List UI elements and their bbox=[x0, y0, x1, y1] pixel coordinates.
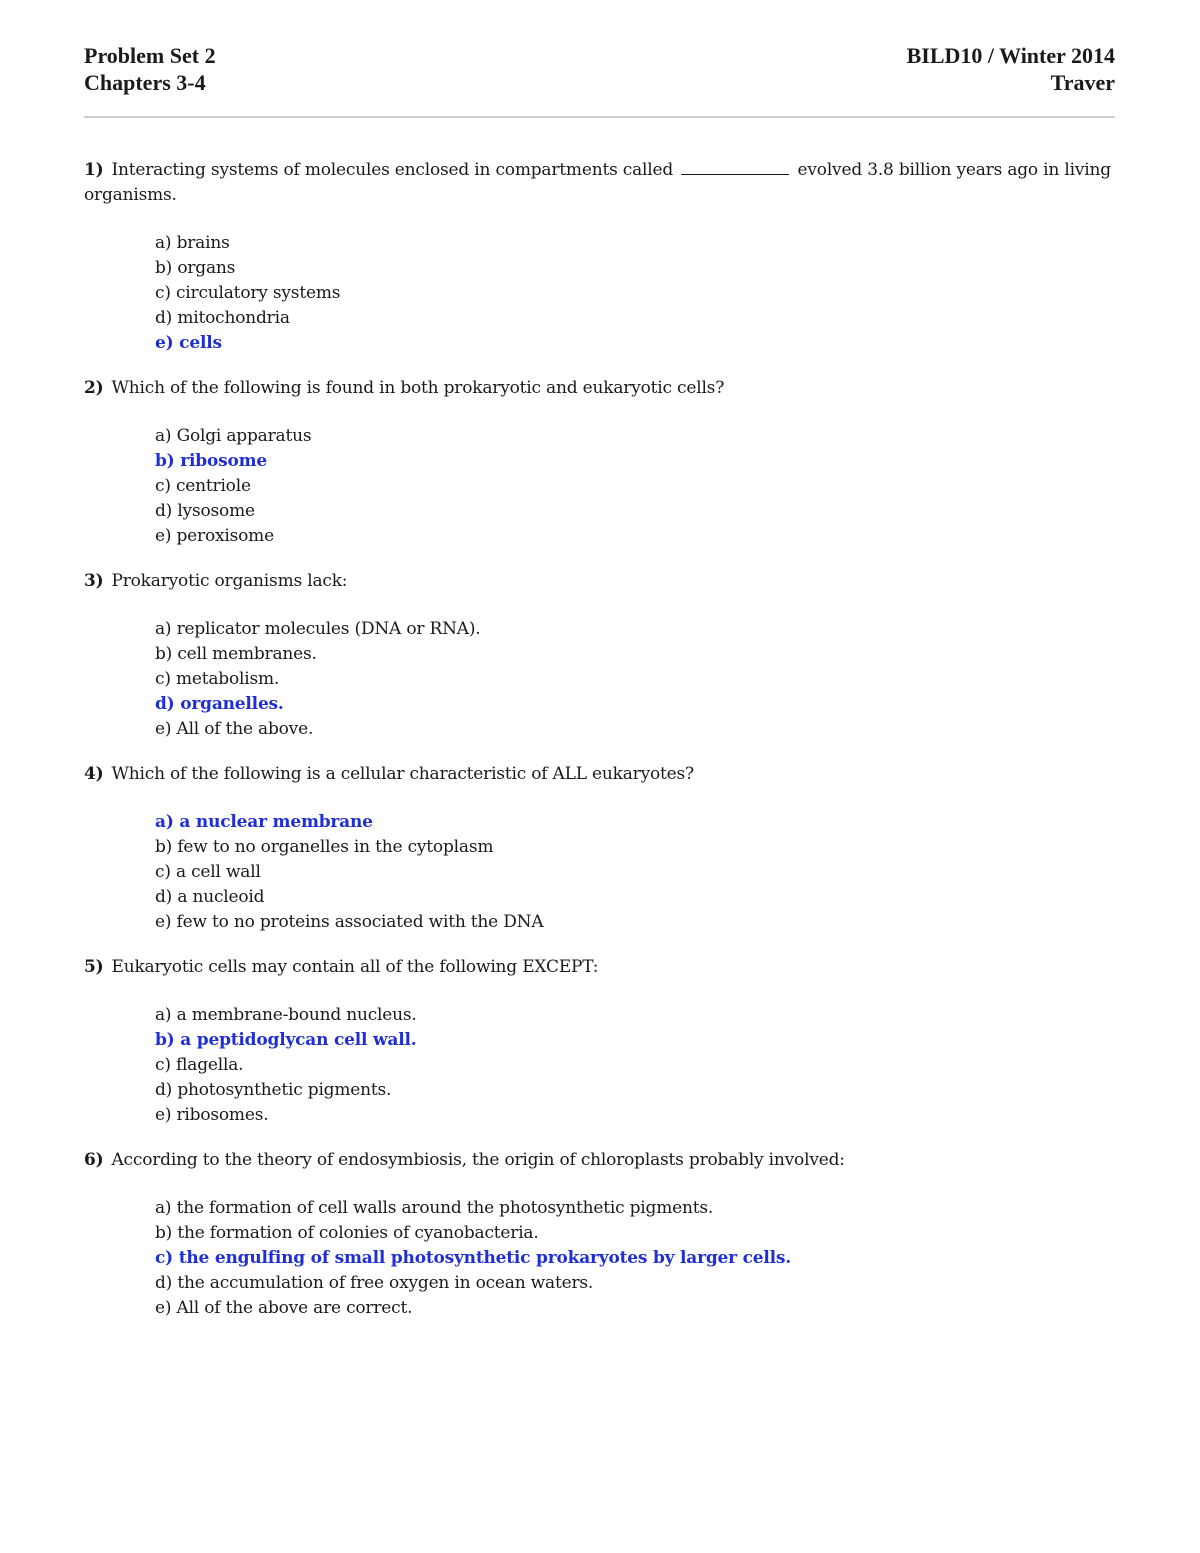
answer-option-correct: b) ribosome bbox=[155, 450, 268, 471]
answer-options bbox=[155, 424, 1115, 549]
question-number: 1) bbox=[84, 160, 104, 180]
answer-option: b) organs bbox=[155, 257, 236, 278]
answer-option: e) few to no proteins associated with the DNA bbox=[155, 911, 544, 932]
question-prompt: Which of the following is a cellular characteristic of ALL eukaryotes? bbox=[111, 763, 694, 784]
question-3 bbox=[84, 569, 1115, 742]
question-list bbox=[84, 158, 1115, 1321]
answer-option-correct: a) a nuclear membrane bbox=[155, 812, 373, 833]
question-prompt: According to the theory of endosymbiosis, the origin of chloroplasts probably involved: bbox=[111, 1149, 845, 1170]
answer-option: a) brains bbox=[155, 233, 230, 253]
header-right bbox=[907, 42, 1115, 96]
answer-option: b) cell membranes. bbox=[155, 643, 317, 664]
question-number: 2) bbox=[84, 377, 104, 398]
answer-option: c) flagella. bbox=[155, 1054, 244, 1075]
answer-option-correct: e) cells bbox=[155, 332, 222, 353]
answer-option: e) peroxisome bbox=[155, 525, 274, 546]
question-6 bbox=[84, 1148, 1115, 1321]
question-prompt-continued: evolved 3.8 billion years ago in living organisms. bbox=[84, 160, 1111, 205]
course-term: BILD10 / Winter 2014 bbox=[906, 43, 1115, 68]
question-text bbox=[84, 1148, 1115, 1173]
question-number: 4) bbox=[84, 763, 104, 784]
question-1 bbox=[84, 158, 1115, 356]
answer-option: c) a cell wall bbox=[155, 861, 261, 882]
answer-option: c) circulatory systems bbox=[155, 282, 341, 303]
answer-option: d) a nucleoid bbox=[155, 886, 265, 907]
answer-option: e) ribosomes. bbox=[155, 1104, 269, 1125]
fill-in-blank bbox=[681, 160, 789, 175]
answer-options bbox=[155, 810, 1115, 935]
answer-option: a) the formation of cell walls around the photosynthetic pigments. bbox=[155, 1198, 714, 1219]
answer-options bbox=[155, 1003, 1115, 1128]
question-prompt: Eukaryotic cells may contain all of the following EXCEPT: bbox=[111, 956, 599, 977]
question-text bbox=[84, 569, 1115, 594]
document-header bbox=[84, 42, 1115, 96]
answer-option: c) metabolism. bbox=[155, 668, 280, 689]
chapters-subtitle: Chapters 3-4 bbox=[84, 70, 206, 95]
answer-options bbox=[155, 231, 1115, 356]
header-divider bbox=[84, 116, 1115, 118]
question-prompt: Interacting systems of molecules enclosed in compartments called bbox=[111, 160, 674, 180]
answer-option: a) Golgi apparatus bbox=[155, 426, 312, 447]
instructor-name: Traver bbox=[1050, 70, 1115, 95]
question-text bbox=[84, 158, 1115, 207]
answer-option-correct: d) organelles. bbox=[155, 693, 284, 714]
answer-option-correct: c) the engulfing of small photosynthetic prokaryotes by larger cells. bbox=[155, 1247, 792, 1268]
answer-option: c) centriole bbox=[155, 475, 251, 496]
answer-option: e) All of the above. bbox=[155, 718, 314, 739]
document-page bbox=[84, 42, 1115, 1341]
answer-options bbox=[155, 1196, 1115, 1321]
answer-option: a) a membrane-bound nucleus. bbox=[155, 1005, 417, 1026]
question-prompt: Prokaryotic organisms lack: bbox=[111, 570, 348, 591]
question-number: 3) bbox=[84, 570, 104, 591]
answer-option: a) replicator molecules (DNA or RNA). bbox=[155, 619, 481, 640]
answer-option: b) few to no organelles in the cytoplasm bbox=[155, 837, 494, 857]
question-2 bbox=[84, 376, 1115, 549]
problem-set-title: Problem Set 2 bbox=[84, 43, 216, 68]
question-text bbox=[84, 762, 1115, 787]
answer-option-correct: b) a peptidoglycan cell wall. bbox=[155, 1030, 417, 1051]
question-number: 6) bbox=[84, 1149, 104, 1170]
answer-option: b) the formation of colonies of cyanobacteria. bbox=[155, 1223, 539, 1244]
answer-option: d) mitochondria bbox=[155, 307, 290, 328]
answer-option: d) the accumulation of free oxygen in ocean waters. bbox=[155, 1272, 594, 1293]
question-text bbox=[84, 955, 1115, 980]
question-prompt: Which of the following is found in both prokaryotic and eukaryotic cells? bbox=[111, 377, 725, 398]
answer-options bbox=[155, 617, 1115, 742]
question-number: 5) bbox=[84, 956, 104, 977]
answer-option: e) All of the above are correct. bbox=[155, 1297, 413, 1318]
answer-option: d) photosynthetic pigments. bbox=[155, 1079, 392, 1100]
answer-option: d) lysosome bbox=[155, 500, 255, 521]
header-left bbox=[84, 42, 216, 96]
question-4 bbox=[84, 762, 1115, 935]
question-5 bbox=[84, 955, 1115, 1128]
question-text bbox=[84, 376, 1115, 401]
